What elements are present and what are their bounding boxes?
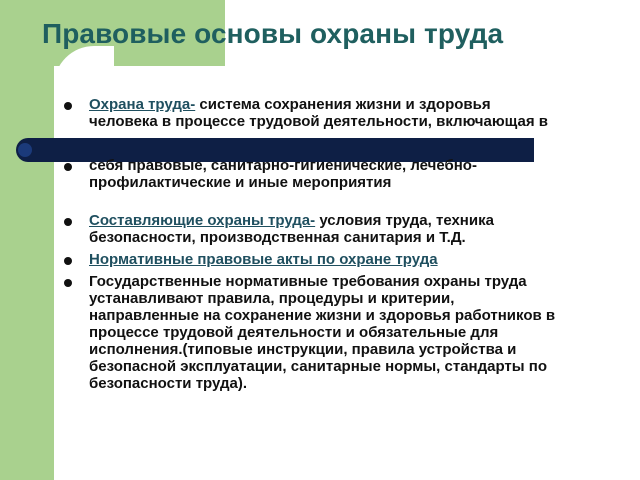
item-text: устанавливают правила, процедуры и критерии, <box>89 290 455 307</box>
item-text: безопасности, производственная санитария и Т.Д. <box>89 229 466 246</box>
item-text: себя правовые, санитарно-гигиенические, лечебно- <box>89 157 477 174</box>
components-term-link[interactable]: Составляющие охраны труда- <box>89 212 316 229</box>
item-text: безопасной эксплуатации, санитарные нормы, стандарты по <box>89 358 547 375</box>
navy-band-dot <box>18 143 32 157</box>
item-text: Государственные нормативные требования охраны труда <box>89 273 527 290</box>
normative-acts-link[interactable]: Нормативные правовые акты по охране труда <box>89 251 438 268</box>
list-item-4 <box>89 251 609 268</box>
list-item-1 <box>89 96 609 130</box>
bullet-dot-3 <box>64 218 72 226</box>
list-item-5 <box>89 273 609 392</box>
item-text: условия труда, техника <box>315 212 494 229</box>
item-text: процессе трудовой деятельности и обязательные для <box>89 324 499 341</box>
item-text: система сохранения жизни и здоровья <box>195 96 491 113</box>
definition-term-link[interactable]: Охрана труда- <box>89 96 196 113</box>
item-text: профилактические и иные мероприятия <box>89 174 392 191</box>
list-item-2 <box>89 157 609 191</box>
bullet-dot-1 <box>64 102 72 110</box>
item-text: безопасности труда). <box>89 375 248 392</box>
bullet-dot-4 <box>64 257 72 265</box>
item-text: человека в процессе трудовой деятельности, включающая в <box>89 113 548 130</box>
page-title: Правовые основы охраны труда <box>42 18 504 49</box>
left-green-bar <box>0 0 54 480</box>
item-text: исполнения.(типовые инструкции, правила устройства и <box>89 341 517 358</box>
bullet-dot-5 <box>64 279 72 287</box>
item-text: направленные на сохранение жизни и здоровья работников в <box>89 307 556 324</box>
bullet-dot-2 <box>64 163 72 171</box>
list-item-3 <box>89 212 609 246</box>
